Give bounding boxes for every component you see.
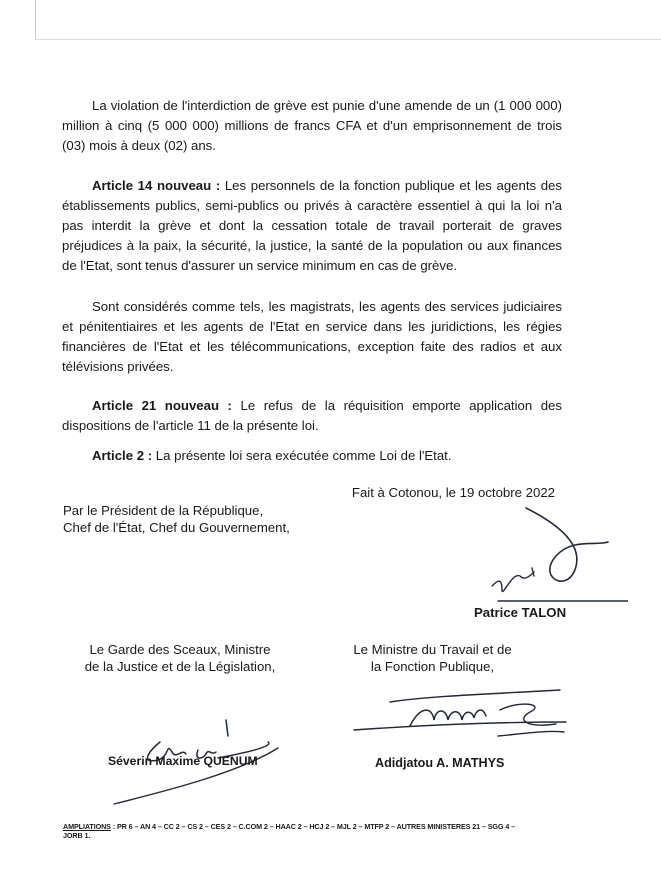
article-14-text: Les personnels de la fonction publique et les agents des établissements publics, semi-publics ou privés à caractère essentiel à qui la loi n'a pas interdit la grève et dont la cessation totale de travail porterait de graves préjudices à la paix, la sécurité, la justice, la santé de la population ou aux finances de l'Etat, sont tenus d'assurer un service minimum en cas de grève. [62, 178, 562, 273]
article-14-title: Article 14 nouveau : [92, 178, 221, 193]
ampliations-text: : PR 6 – AN 4 – CC 2 – CS 2 – CES 2 – C.COM 2 – HAAC 2 – HCJ 2 – MJL 2 – MTFP 2 – AUTRES MINISTERES 21 – SGG 4 – JORB 1. [63, 822, 516, 840]
paragraph-penalty-text: La violation de l'interdiction de grève est punie d'une amende de un (1 000 000) million à cinq (5 000 000) millions de francs CFA et d'un emprisonnement de trois (03) mois à deux (02) ans. [62, 98, 562, 153]
place-date: Fait à Cotonou, le 19 octobre 2022 [351, 485, 555, 500]
article-2 [62, 446, 562, 466]
travail-signature [350, 686, 570, 756]
garde-title-line2: de la Justice et de la Législation, [84, 659, 276, 674]
garde-title-line1: Le Garde des Sceaux, Ministre [89, 642, 271, 657]
article-14 [62, 176, 562, 276]
ampliations [63, 822, 533, 840]
article-21 [62, 396, 562, 436]
article-2-title: Article 2 : [92, 448, 153, 463]
travail-title-line1: Le Ministre du Travail et de [353, 642, 512, 657]
president-signature [468, 506, 628, 606]
article-2-text: La présente loi sera exécutée comme Loi de l'Etat. [152, 448, 452, 463]
travail-title-line2: la Fonction Publique, [370, 659, 495, 674]
president-name: Patrice TALON [474, 605, 567, 620]
paragraph-considered-text: Sont considérés comme tels, les magistrats, les agents des services judiciaires et pénitentiaires et les agents de l'Etat en service dans les juridictions, les régies financières de l'Etat et les télécommunications, exception faite des radios et aux télévisions privées. [62, 299, 562, 374]
travail-name: Adidjatou A. MATHYS [375, 756, 505, 770]
paragraph-penalty [62, 96, 562, 156]
president-title-line1: Par le Président de la République, [63, 503, 264, 518]
garde-name: Séverin Maxime QUENUM [108, 754, 258, 768]
paragraph-considered [62, 297, 562, 377]
ampliations-label: AMPLIATIONS [63, 822, 111, 831]
article-21-title: Article 21 nouveau : [92, 398, 232, 413]
article-21-text: Le refus de la réquisition emporte application des dispositions de l'article 11 de la présente loi. [62, 398, 562, 433]
president-title-line2: Chef de l'État, Chef du Gouvernement, [63, 520, 290, 535]
